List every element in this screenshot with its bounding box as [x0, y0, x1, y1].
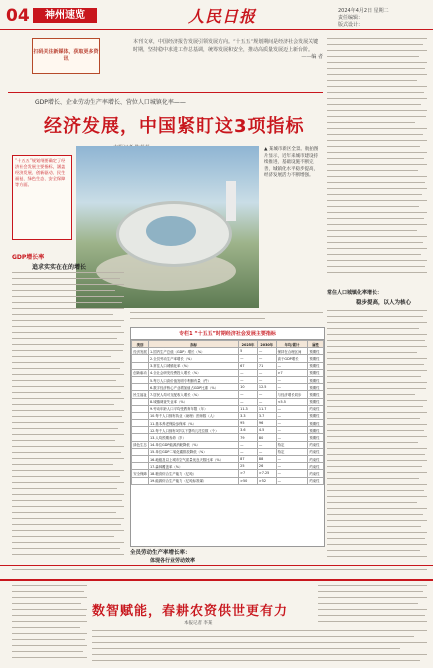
table-cell: 7.居民人均可支配收入增长（%）: [149, 391, 239, 398]
table-cell: —: [276, 420, 308, 427]
table-header-cell: 指标: [149, 341, 239, 348]
table-cell: [132, 376, 149, 383]
table-cell: —: [257, 441, 276, 448]
masthead-rule: [0, 29, 433, 30]
table-cell: 绿色生态: [132, 441, 149, 448]
table-cell: 13.人均预期寿命（岁）: [149, 434, 239, 441]
promo-label: 扫码关注新媒体，获取更多资讯: [33, 49, 99, 62]
table-cell: —: [276, 362, 308, 369]
paper-logo: 人民日报: [188, 7, 257, 26]
table-cell: >7.25: [257, 470, 276, 477]
table-cell: 80: [257, 434, 276, 441]
section-number: 04: [6, 6, 30, 26]
table-cell: —: [276, 376, 308, 383]
table-row: [132, 456, 324, 463]
table-cell: —: [276, 412, 308, 419]
table-cell: 5.每万人口高价值发明专利拥有量（件）: [149, 376, 239, 383]
table-row: [132, 362, 324, 369]
table-cell: 25: [239, 463, 258, 470]
table-cell: 创新驱动: [132, 369, 149, 376]
table-cell: 11.基本养老保险参保率（%）: [149, 420, 239, 427]
left-subhead-2: 追求实实在在的增长: [32, 264, 87, 271]
table-row: [132, 391, 324, 398]
table-cell: —: [257, 348, 276, 355]
table-cell: 2.全员劳动生产率增长（%）: [149, 355, 239, 362]
table-cell: 约束性: [308, 456, 324, 463]
table-cell: 67: [239, 362, 258, 369]
table-cell: 安全保障: [132, 470, 149, 477]
table-cell: 预期性: [308, 362, 324, 369]
bottom-col-1: [12, 585, 87, 665]
right-subhead-2: 稳步提高，以人为核心: [356, 300, 412, 306]
table-header-cell: 属性: [308, 341, 324, 348]
table-row: [132, 441, 324, 448]
table-cell: 1.国内生产总值（GDP）增长（%）: [149, 348, 239, 355]
table-cell: 预期性: [308, 369, 324, 376]
table-cell: 3.3: [239, 412, 258, 419]
table-cell: 预期性: [308, 391, 324, 398]
table-cell: 预期性: [308, 355, 324, 362]
editor-note: [133, 39, 323, 62]
masthead: [0, 0, 433, 30]
lead-kicker: GDP增长、企业劳动生产率增长、营位人口城镇化率——: [35, 99, 186, 106]
table-cell: 约束性: [308, 470, 324, 477]
table-cell: 79: [239, 434, 258, 441]
table-cell: [132, 405, 149, 412]
table-cell: 11.7: [257, 405, 276, 412]
table-cell: 预期性: [308, 427, 324, 434]
table-row: [132, 463, 324, 470]
table-cell: 预期性: [308, 384, 324, 391]
table-cell: 3.7: [257, 412, 276, 419]
table-cell: 9.劳动年龄人口平均受教育年限（年）: [149, 405, 239, 412]
right-column-text-2: [327, 310, 427, 562]
aside-text: “十五五”规划纲要确定了经济社会发展主要指标，涵盖经济发展、创新驱动、民生福祉、绿色生态、安全保障等方面。: [15, 158, 66, 187]
table-cell: 17.森林覆盖率（%）: [149, 463, 239, 470]
table-cell: [132, 427, 149, 434]
lead-rule: [8, 92, 323, 93]
table-cell: 待定: [276, 448, 308, 455]
table-title: 专栏1 “十五五”时期经济社会发展主要指标: [131, 328, 324, 340]
section-name: 神州速览: [33, 8, 97, 23]
table-row: [132, 420, 324, 427]
table-cell: 26: [257, 463, 276, 470]
table-cell: 保持在合理区间: [276, 348, 308, 355]
qr-promo-box[interactable]: [32, 38, 100, 74]
table-cell: 预期性: [308, 434, 324, 441]
table-cell: >7: [276, 369, 308, 376]
table-header-cell: 年均/累计: [276, 341, 308, 348]
table-cell: >7: [239, 470, 258, 477]
table-cell: 95: [239, 420, 258, 427]
table-cell: —: [257, 448, 276, 455]
table-cell: —: [276, 427, 308, 434]
highlight-aside: [12, 155, 72, 240]
table-cell: 14.单位GDP能源消耗降低（%）: [149, 441, 239, 448]
edition-line: 责任编辑：: [338, 15, 364, 21]
table-row: [132, 348, 324, 355]
table-cell: 87: [239, 456, 258, 463]
lead-headline[interactable]: 经济发展，中国紧盯这3项指标: [44, 116, 305, 137]
table-cell: —: [239, 355, 258, 362]
indicator-table: [130, 327, 325, 547]
section-divider: [0, 565, 433, 566]
band-text: [12, 569, 427, 578]
table-cell: 约束性: [308, 441, 324, 448]
table-row: [132, 434, 324, 441]
left-column-text: [12, 272, 124, 562]
table-cell: —: [239, 369, 258, 376]
table-cell: [132, 434, 149, 441]
table-cell: —: [276, 463, 308, 470]
table-cell: 经济发展: [132, 348, 149, 355]
table-cell: —: [257, 355, 276, 362]
table-cell: 15.单位GDP二氧化碳排放降低（%）: [149, 448, 239, 455]
table-cell: 高于GDP增长: [276, 355, 308, 362]
date-line: 2024年4月2日 星期二: [338, 8, 389, 14]
table-cell: [132, 355, 149, 362]
table-row: [132, 355, 324, 362]
table-cell: [132, 398, 149, 405]
table-cell: —: [276, 470, 308, 477]
table-cell: 约束性: [308, 405, 324, 412]
editor-note-text: 本刊文章，中国经济报告发展引领发展方向。“十五五”规划期间是经济社会发展关键时期，坚持稳中求进工作总基调，统筹发展和安全，推动高质量发展迈上新台阶。: [133, 39, 319, 53]
table-cell: 10.每千人口拥有执业（助理）医师数（人）: [149, 412, 239, 419]
table-cell: [132, 362, 149, 369]
table-header-cell: 2030年: [257, 341, 276, 348]
table-cell: 预期性: [308, 420, 324, 427]
table-row: [132, 477, 324, 484]
table-header-cell: 2025年: [239, 341, 258, 348]
bottom-col-3: [318, 585, 427, 627]
table-row: [132, 405, 324, 412]
table-cell: 预期性: [308, 376, 324, 383]
editor-line: 版式设计：: [338, 22, 364, 28]
right-column-text: [327, 38, 427, 283]
table-cell: —: [257, 369, 276, 376]
table-cell: —: [276, 477, 308, 484]
mid-text: [130, 312, 323, 324]
table-cell: 4.全社会研发经费投入增长（%）: [149, 369, 239, 376]
bottom-byline: 本报记者 李某: [184, 621, 213, 626]
table-row: [132, 384, 324, 391]
table-cell: [132, 456, 149, 463]
table-cell: 预期性: [308, 398, 324, 405]
table-cell: 71: [257, 362, 276, 369]
table-cell: 96: [257, 420, 276, 427]
table-cell: [132, 384, 149, 391]
table-row: [132, 369, 324, 376]
table-cell: —: [276, 405, 308, 412]
table-cell: —: [257, 376, 276, 383]
table-cell: —: [257, 391, 276, 398]
table-cell: 民生福祉: [132, 391, 149, 398]
bottom-headline[interactable]: 数智赋能，春耕农资供世更有力: [92, 604, 289, 619]
bottom-subhead-2: 体现各行业劳动效率: [150, 558, 196, 564]
table-cell: 6.数字经济核心产业增加值占GDP比重（%）: [149, 384, 239, 391]
table-cell: —: [239, 376, 258, 383]
table-cell: —: [239, 391, 258, 398]
bottom-subhead: 全员劳动生产率增长率：: [130, 550, 191, 556]
section-divider-2: [0, 579, 433, 581]
table-cell: 预期性: [308, 348, 324, 355]
table-cell: 12.每千人口拥有3岁以下婴幼儿托位数（个）: [149, 427, 239, 434]
table-cell: —: [239, 448, 258, 455]
table-cell: —: [276, 434, 308, 441]
right-subhead: 常住人口城镇化率增长：: [327, 290, 383, 296]
table-cell: <5.5: [276, 398, 308, 405]
table-cell: 19.能源综合生产能力（亿吨标准煤）: [149, 477, 239, 484]
table-cell: 5: [239, 348, 258, 355]
table-cell: 约束性: [308, 448, 324, 455]
table-cell: 3.6: [239, 427, 258, 434]
table-cell: [132, 477, 149, 484]
table-cell: >50: [239, 477, 258, 484]
table-cell: 8.城镇调查失业率（%）: [149, 398, 239, 405]
photo-tower: [226, 181, 236, 221]
table-cell: 预期性: [308, 412, 324, 419]
table-cell: 12.5: [257, 384, 276, 391]
table-cell: 88: [257, 456, 276, 463]
table-cell: 约束性: [308, 477, 324, 484]
table-cell: 待定: [276, 441, 308, 448]
left-subhead: GDP增长率: [12, 254, 45, 261]
table-cell: 10: [239, 384, 258, 391]
table-cell: 18.粮食综合生产能力（亿吨）: [149, 470, 239, 477]
table-cell: —: [276, 456, 308, 463]
table-cell: 4.5: [257, 427, 276, 434]
table-cell: [132, 463, 149, 470]
table-cell: >52: [257, 477, 276, 484]
table-cell: 16.地级及以上城市空气质量优良天数比率（%）: [149, 456, 239, 463]
table-cell: [132, 420, 149, 427]
date-info: [338, 8, 389, 29]
indicator-grid: [131, 340, 324, 485]
table-row: [132, 398, 324, 405]
table-cell: [132, 412, 149, 419]
table-row: [132, 376, 324, 383]
table-cell: —: [239, 441, 258, 448]
table-cell: —: [276, 384, 308, 391]
table-cell: —: [239, 398, 258, 405]
table-header-cell: 类别: [132, 341, 149, 348]
table-cell: —: [257, 398, 276, 405]
editor-note-author: ——编 者: [301, 54, 323, 60]
table-cell: [132, 448, 149, 455]
table-cell: 11.3: [239, 405, 258, 412]
photo-caption: ▲ 某城市新区全景。航拍图片显示，近年来城市建设持续推进，基础设施不断完善，城镇化水平稳步提高，经济发展活力不断增强。: [264, 147, 319, 178]
table-row: [132, 470, 324, 477]
table-row: [132, 412, 324, 419]
table-cell: 与经济增长同步: [276, 391, 308, 398]
table-row: [132, 448, 324, 455]
photo-pond: [146, 216, 196, 246]
table-cell: 3.常住人口城镇化率（%）: [149, 362, 239, 369]
bottom-col-2: [92, 630, 427, 666]
table-cell: 约束性: [308, 463, 324, 470]
table-row: [132, 427, 324, 434]
